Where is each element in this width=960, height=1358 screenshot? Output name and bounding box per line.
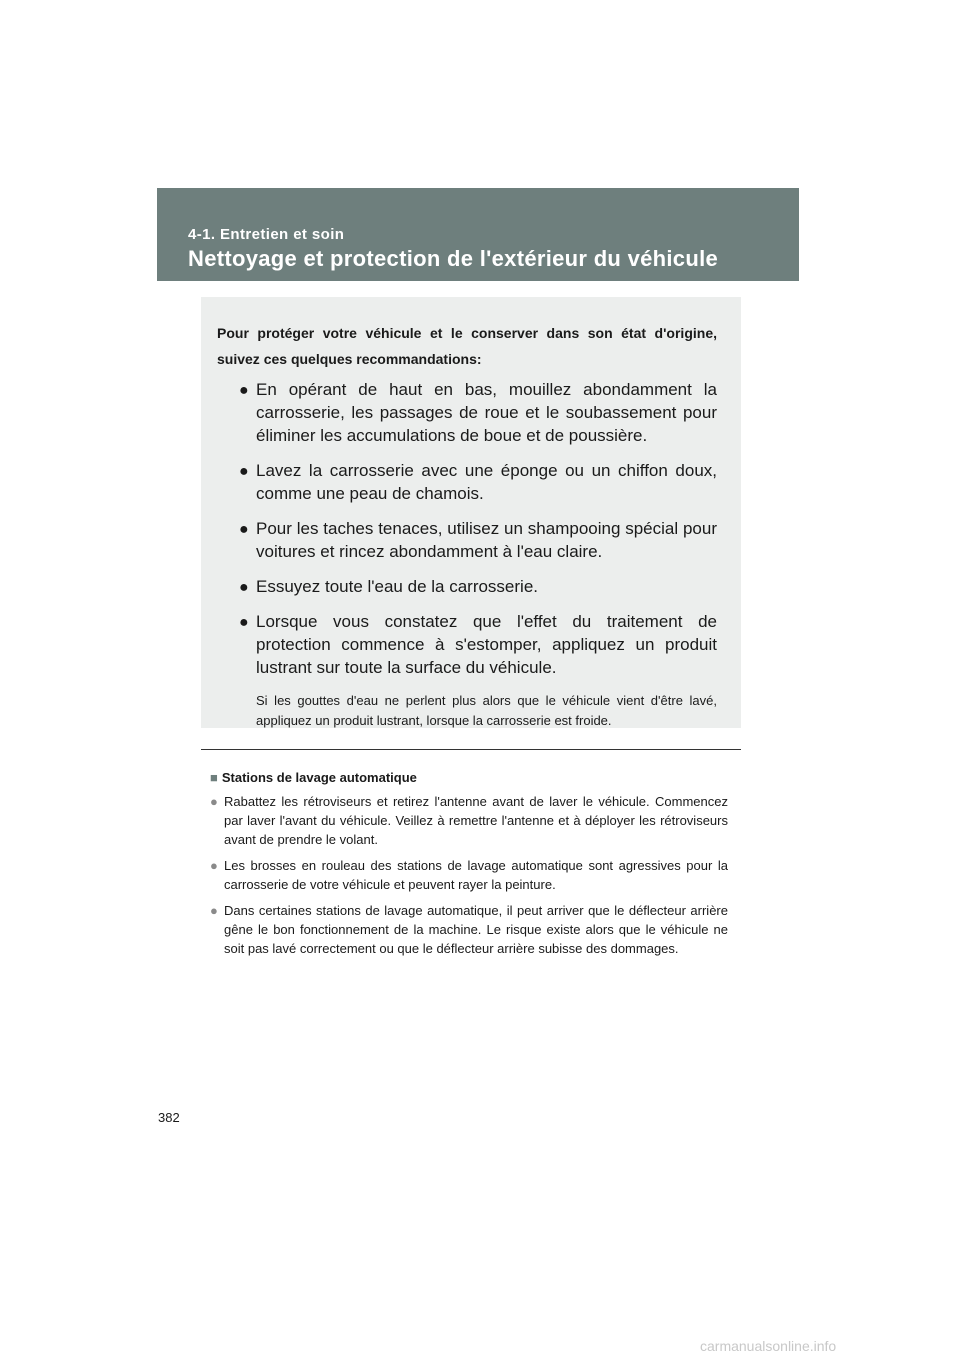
list-item	[217, 575, 717, 598]
square-bullet-icon: ■	[210, 770, 218, 785]
list-item-text: Les brosses en rouleau des stations de lavage automatique sont agressives pour la carrosserie de votre véhicule et peuvent rayer la peinture.	[224, 858, 728, 892]
list-item-text: Lorsque vous constatez que l'effet du traitement de protection commence à s'estomper, appliquez un produit lustrant sur toute la surface du véhicule.	[256, 612, 717, 677]
notes-section	[210, 768, 728, 965]
bullet-icon: ●	[210, 858, 218, 873]
notes-heading-text: Stations de lavage automatique	[221, 770, 417, 785]
box-note: Si les gouttes d'eau ne perlent plus alors que le véhicule vient d'être lavé, appliquez un produit lustrant, lorsque la carrosserie est froide.	[256, 693, 717, 728]
notes-heading	[210, 768, 728, 788]
list-item-text: Lavez la carrosserie avec une éponge ou un chiffon doux, comme une peau de chamois.	[256, 461, 717, 503]
list-item	[210, 792, 728, 849]
list-item-text: Pour les taches tenaces, utilisez un shampooing spécial pour voitures et rincez abondamment à l'eau claire.	[256, 519, 717, 561]
recommendations-box	[201, 297, 741, 728]
list-item-text: Dans certaines stations de lavage automatique, il peut arriver que le déflecteur arrière gêne le bon fonctionnement de la machine. Le risque existe alors que le véhicule ne soit pas lavé correctement ou que le déflecteur arrière subisse des dommages.	[224, 903, 728, 956]
divider	[201, 749, 741, 750]
bullet-icon: ●	[210, 903, 218, 918]
list-item-text: Rabattez les rétroviseurs et retirez l'antenne avant de laver le véhicule. Commencez par laver l'avant du véhicule. Veillez à remettre l'antenne et à déployer les rétroviseurs avant de prendre le volant.	[224, 794, 728, 847]
list-item	[210, 901, 728, 958]
list-item	[217, 459, 717, 505]
bullet-icon: ●	[239, 579, 249, 596]
bullet-icon: ●	[239, 614, 249, 631]
bullet-icon: ●	[239, 382, 249, 399]
section-label: 4-1. Entretien et soin	[188, 226, 345, 243]
chapter-header	[157, 188, 799, 281]
watermark: carmanualsonline.info	[700, 1338, 837, 1354]
bullet-icon: ●	[239, 463, 249, 480]
box-intro: Pour protéger votre véhicule et le conserver dans son état d'origine, suivez ces quelques recommandations:	[217, 325, 717, 367]
list-item	[217, 610, 717, 679]
page-number: 382	[158, 1110, 180, 1125]
bullet-icon: ●	[210, 794, 218, 809]
list-item	[217, 517, 717, 563]
list-item	[210, 856, 728, 894]
page-title: Nettoyage et protection de l'extérieur du véhicule	[188, 246, 719, 271]
list-item	[217, 378, 717, 447]
list-item-text: En opérant de haut en bas, mouillez abondamment la carrosserie, les passages de roue et le soubassement pour éliminer les accumulations de boue et de poussière.	[256, 380, 717, 445]
bullet-icon: ●	[239, 521, 249, 538]
list-item-text: Essuyez toute l'eau de la carrosserie.	[256, 577, 539, 596]
